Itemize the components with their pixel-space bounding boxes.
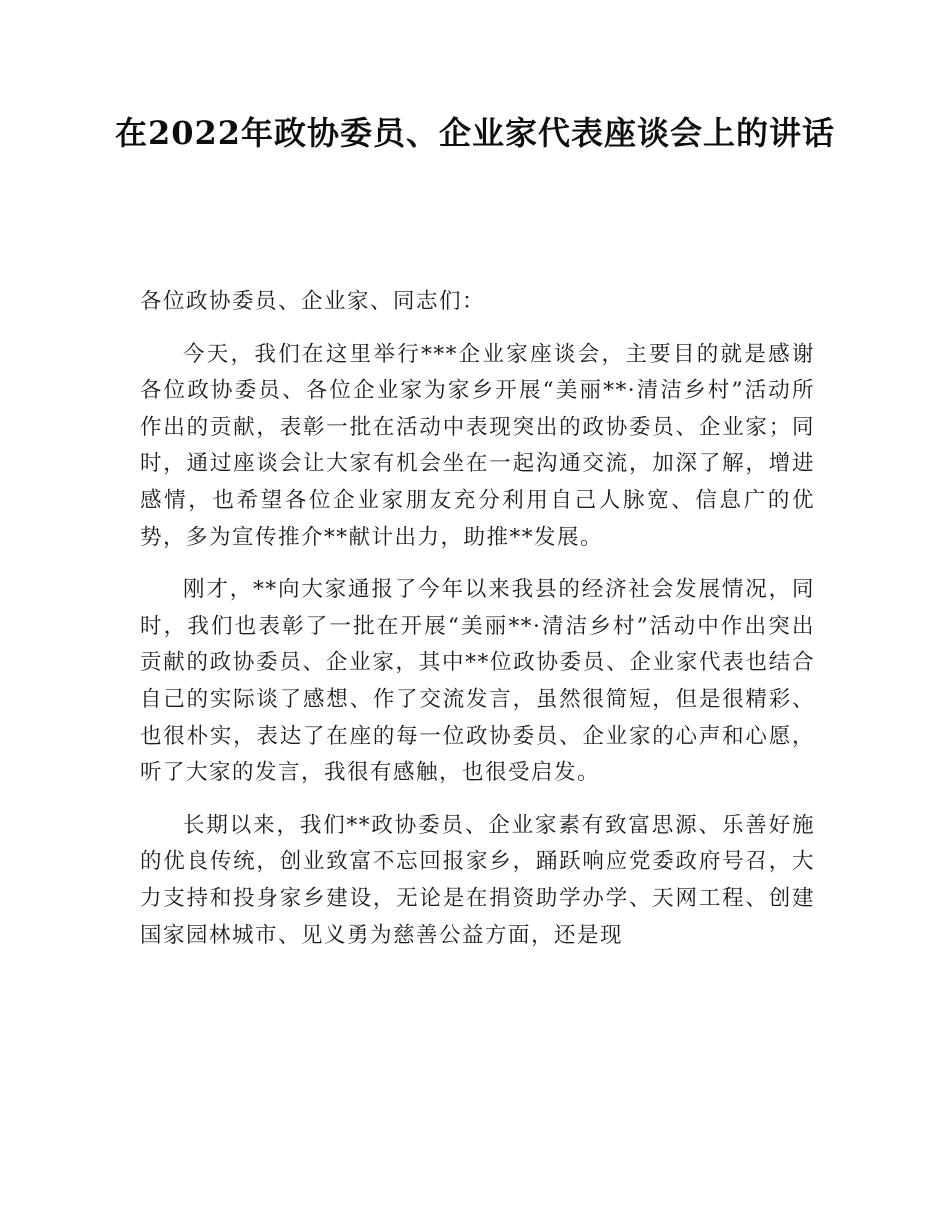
paragraph-1: 今天，我们在这里举行***企业家座谈会，主要目的就是感谢各位政协委员、各位企业家为家乡开展“美丽**·清洁乡村”活动所作出的贡献，表彰一批在活动中表现突出的政协委员、企业家；同时，通过座谈会让大家有机会坐在一起沟通交流，加深了解，增进感情，也希望各位企业家朋友充分利用自己人脉宽、信息广的优势，多为宣传推介**献计出力，助推**发展。	[140, 341, 815, 550]
paragraph-3: 长期以来，我们**政协委员、企业家素有致富思源、乐善好施的优良传统，创业致富不忘回报家乡，踊跃响应党委政府号召，大力支持和投身家乡建设，无论是在捐资助学办学、天网工程、创建国家园林城市、见义勇为慈善公益方面，还是现	[140, 812, 815, 948]
paragraph-2: 刚才，**向大家通报了今年以来我县的经济社会发展情况，同时，我们也表彰了一批在开展“美丽**·清洁乡村”活动中作出突出贡献的政协委员、企业家，其中**位政协委员、企业家代表也结合自己的实际谈了感想、作了交流发言，虽然很简短，但是很精彩、也很朴实，表达了在座的每一位政协委员、企业家的心声和心愿，听了大家的发言，我很有感触，也很受启发。	[140, 577, 815, 786]
document-title: 在2022年政协委员、企业家代表座谈会上的讲话	[114, 114, 836, 152]
salutation: 各位政协委员、企业家、同志们：	[140, 289, 486, 314]
document-body	[140, 284, 815, 970]
